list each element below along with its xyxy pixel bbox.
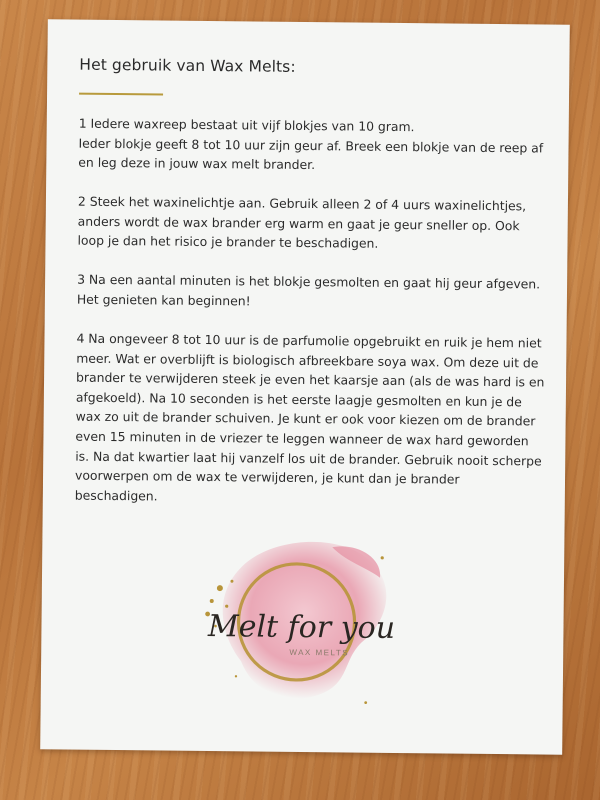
paragraph-step-2: 2 Steek het waxinelichtje aan. Gebruik alleen 2 of 4 uurs waxinelichtjes, anders wordt de wax brander erg warm en gaat je geur sneller op. Ook loop je dan het risico je brander te beschadigen. — [77, 193, 527, 251]
paragraph-step-3: 3 Na een aantal minuten is het blokje gesmolten en gaat hij geur afgeven. Het genieten kan beginnen! — [76, 271, 541, 309]
logo-script-text: Melt for you — [207, 608, 396, 646]
card-title: Het gebruik van Wax Melts: — [79, 55, 296, 76]
instruction-card — [40, 19, 570, 754]
paragraph-step-1: 1 Iedere waxreep bestaat uit vijf blokjes van 10 gram. Ieder blokje geeft 8 tot 10 uur zijn geur af. Breek een blokje van de reep af en leg deze in jouw wax melt brander. — [78, 115, 544, 173]
paragraph-step-4: 4 Na ongeveer 8 tot 10 uur is de parfumolie opgebruikt en ruik je hem niet meer. Wat er overblijft is biologisch afbreekbare soya wax. Om deze uit de brander te verwijderen steek je even het kaarsje aan (als de was hard is en afgekoeld). Na 10 seconden is het eerste laagje gesmolten en kun je de wax zo uit de brander schuiven. Je kunt er ook voor kiezen om de brander even 15 minuten in de vriezer te leggen wanneer de wax hard geworden is. Na dat kwartier laat hij vanzelf los uit de brander. Gebruik nooit scherpe voorwerpen om de wax te verwijderen, je kunt dan je brander beschadigen. — [74, 330, 545, 504]
gold-divider — [79, 93, 163, 96]
logo-subtitle: WAX MELTS — [289, 647, 350, 658]
brand-logo — [181, 526, 423, 719]
brand-logo-artwork — [181, 526, 423, 719]
